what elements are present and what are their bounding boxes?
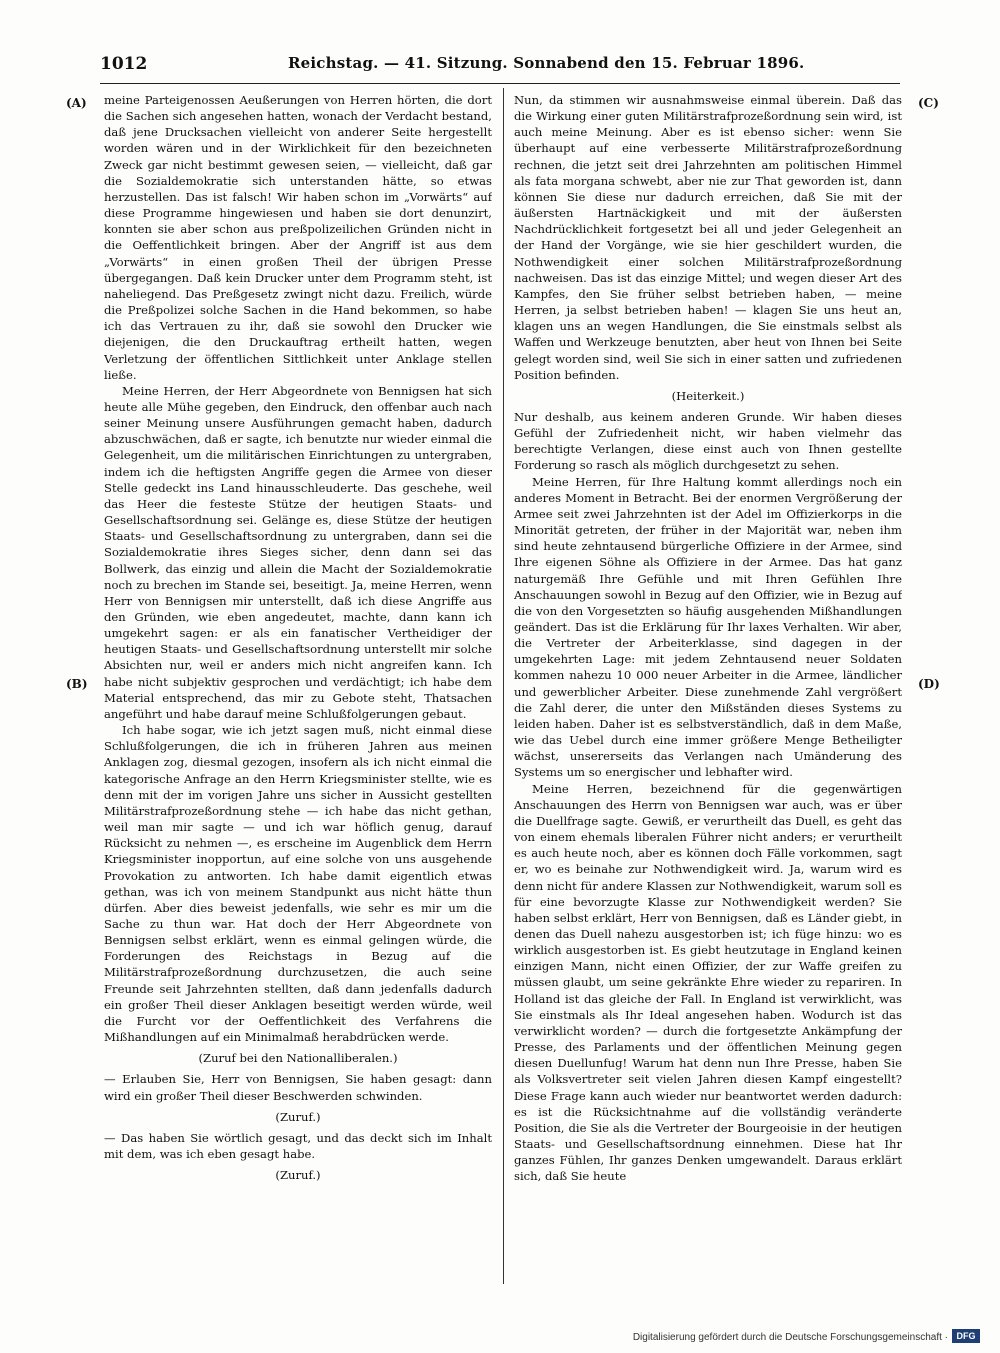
interjection: (Zuruf.) bbox=[275, 1109, 321, 1124]
running-title: Reichstag. — 41. Sitzung. Sonnabend den 15. Februar 1896. bbox=[288, 54, 805, 72]
right-column bbox=[514, 92, 902, 1282]
dfg-logo: DFG bbox=[952, 1329, 980, 1343]
paragraph: Nur deshalb, aus keinem anderen Grunde. Wir haben dieses Gefühl der Zufriedenheit nicht, wir haben vielmehr das berechtigte Verlangen, diese einst auch von Ihnen gestellte Forderung so rasch als möglich durchgesetzt zu sehen. bbox=[514, 409, 902, 473]
paragraph: Meine Herren, der Herr Abgeordnete von Bennigsen hat sich heute alle Mühe gegeben, den Eindruck, den offenbar auch nach seiner Meinung unsere Ausführungen gemacht haben, dadurch abzuschwächen, daß er sagte, ich benutzte nur wieder einmal die Gelegenheit, um die militärischen Einrichtungen zu untergraben, indem ich die heftigsten Angriffe gegen die Armee von dieser Stelle gedeckt ins Land hinausschleuderte. Das geschehe, weil das Heer die festeste Stütze der heutigen Staats- und Gesellschaftsordnung sei. Gelänge es, diese Stütze der heutigen Staats- und Gesellschaftsordnung zu untergraben, dann sei die Sozialdemokratie ihres Sieges sicher, denn dann sei das Bollwerk, das einzig und allein die Macht der Sozialdemokratie noch zu brechen im Stande sei, beseitigt. Ja, meine Herren, wenn Herr von Bennigsen mir unterstellt, daß ich diese Angriffe aus den Gründen, wie eben angedeutet, machte, dann kann ich umgekehrt sagen: er als ein fanatischer Vertheidiger der heutigen Staats- und Gesellschaftsordnung unterstellt mir solche Absichten nur, weil er anders mich nicht angreifen kann. Ich habe nicht subjektiv gesprochen und verdächtigt; ich habe dem Material entsprechend, das mir zu Gebote steht, Thatsachen angeführt und habe darauf meine Schlußfolgerungen gebaut. bbox=[104, 383, 492, 721]
paragraph: meine Parteigenossen Aeußerungen von Herren hörten, die dort die Sachen sich angesehen hatten, wonach der Verdacht bestand, daß jene Drucksachen vielleicht von anderer Seite hergestellt worden wären und in der Wirklichkeit für den bezeichneten Zweck gar nicht bestimmt gewesen seien, — vielleicht, daß gar die Sozialdemokratie sich unterstanden hätte, so etwas herzustellen. Das ist falsch! Wir haben schon im „Vorwärts“ auf diese Programme hingewiesen und haben sie dort denunzirt, konnten sie aber schon aus preßpolizeilichen Gründen nicht in die Oeffentlichkeit bringen. Aber der Angriff ist aus dem „Vorwärts“ in einen großen Theil der übrigen Presse übergegangen. Daß kein Drucker unter dem Programm steht, ist naheliegend. Das Preßgesetz zwingt nicht dazu. Freilich, würde die Preßpolizei solche Sachen in die Hand bekommen, so habe ich das Vertrauen zu ihr, daß sie sowohl den Drucker wie diejenigen, die den Druckauftrag ertheilt hatten, wegen Verletzung der öffentlichen Sittlichkeit unter Anklage stellen ließe. bbox=[104, 93, 492, 382]
left-column bbox=[104, 92, 492, 1282]
footer bbox=[560, 1328, 980, 1348]
interjection: (Zuruf bei den Nationalliberalen.) bbox=[198, 1051, 398, 1066]
page-header bbox=[100, 48, 900, 88]
paragraph: — Das haben Sie wörtlich gesagt, und das deckt sich im Inhalt mit dem, was ich eben gesagt habe. bbox=[104, 1130, 492, 1161]
paragraph: Ich habe sogar, wie ich jetzt sagen muß, nicht einmal diese Schlußfolgerungen, die ich in früheren Jahren aus meinen Anklagen zog, diesmal gezogen, insofern als ich nicht einmal die kategorische Anfrage an den Herrn Kriegsminister stellte, wie es denn mit der im vorigen Jahre uns sicher in Aussicht gestellten Militärstrafprozeßordnung stehe — ich habe das nicht gethan, weil man mir sagte — und ich war höflich genug, darauf Rücksicht zu nehmen —, es erscheine im Augenblick dem Herrn Kriegsminister inopportun, auf eine solche von uns ausgehende Provokation zu antworten. Ich habe damit eigentlich etwas gethan, was ich von meinem Standpunkt aus nicht hätte thun dürfen. Aber dies beweist jedenfalls, wie sehr es mir um die Sache zu thun war. Hat doch der Herr Abgeordnete von Bennigsen selbst erklärt, wenn es einmal gelingen würde, die Forderungen des Reichstags in Bezug auf die Militärstrafprozeßordnung durchzusetzen, die auch seine Freunde seit Jahrzehnten stellten, daß dann jedenfalls dadurch ein großer Theil dieser Anklagen beseitigt werden würde, weil die Furcht vor der Oeffentlichkeit des Verfahrens die Mißhandlungen auf ein Minimalmaß herabdrücken werde. bbox=[104, 723, 492, 1045]
paragraph: — Erlauben Sie, Herr von Bennigsen, Sie haben gesagt: dann wird ein großer Theil dieser Beschwerden schwinden. bbox=[104, 1072, 492, 1103]
header-rule bbox=[100, 83, 900, 84]
paragraph: Nun, da stimmen wir ausnahmsweise einmal überein. Daß das die Wirkung einer guten Militärstrafprozeßordnung sein wird, ist auch meine Meinung. Aber es ist ebenso sicher: wenn Sie überhaupt auf eine verbesserte Militärstrafprozeßordnung rechnen, die jetzt seit drei Jahrzehnten am politischen Himmel als fata morgana schwebt, aber nie zur That geworden ist, dann können Sie diese nur dadurch erreichen, daß Sie mit der äußersten Hartnäckigkeit und mit der äußersten Nachdrücklichkeit fortgesetzt bei all und jeder Gelegenheit an der Hand der Vorgänge, wie sie hier geschildert wurden, die Nothwendigkeit einer solchen Militärstrafprozeßordnung nachweisen. Das ist das einzige Mittel; und wegen dieser Art des Kampfes, den Sie früher selbst betrieben haben, — meine Herren, ja selbst betrieben haben! — klagen Sie uns heut an, klagen uns an wegen Handlungen, die Sie einstmals selbst als Waffen und Werkzeuge benutzten, aber heut von Ihnen bei Seite gelegt worden sind, weil Sie sich in einer satten und zufriedenen Position befinden. bbox=[514, 93, 902, 382]
margin-marker-d: (D) bbox=[918, 677, 940, 691]
margin-marker-c: (C) bbox=[918, 96, 939, 110]
margin-marker-a: (A) bbox=[66, 96, 87, 110]
paragraph: Meine Herren, für Ihre Haltung kommt allerdings noch ein anderes Moment in Betracht. Bei der enormen Vergrößerung der Armee seit zwei Jahrzehnten ist der Adel im Offizierkorps in die Minorität getreten, der früher in der Majorität war, neben ihm sind heute zehntausend bürgerliche Offiziere in der Armee, sind Ihre eigenen Söhne als Offiziere in der Armee. Das hat ganz naturgemäß Ihre Gefühle und mit Ihren Gefühlen Ihre Anschauungen sowohl in Bezug auf den Offizier, wie in Bezug auf die von den Vorgesetzten so häufig ausgehenden Mißhandlungen geändert. Das ist die Erklärung für Ihr laxes Verhalten. Wir aber, die Vertreter der Arbeiterklasse, sind dagegen in der umgekehrten Lage: mit jedem Zehntausend neuer Soldaten kommen nahezu 10 000 neuer Arbeiter in die Armee, ländlicher und gewerblicher Arbeiter. Diese zunehmende Zahl vergrößert die Zahl derer, die unter den Mißständen dieses Systems zu leiden haben. Daher ist es selbstverständlich, daß in dem Maße, wie das Uebel durch eine immer größere Menge Betheiligter wächst, unsererseits das Verlangen nach Umänderung des Systems um so energischer und lebhafter wird. bbox=[514, 474, 902, 780]
paragraph: Meine Herren, bezeichnend für die gegenwärtigen Anschauungen des Herrn von Bennigsen war auch, was er über die Duellfrage sagte. Gewiß, er verurtheilt das Duell, es geht das von einem ehemals liberalen Führer nicht anders; er verurtheilt es auch heute noch, aber es können doch Fälle vorkommen, sagt er, wo es beinahe zur Nothwendigkeit wird. Ja, warum wird es denn nicht für andere Klassen zur Nothwendigkeit, warum soll es für eine bevorzugte Klasse zur Nothwendigkeit werden? Sie haben selbst erklärt, Herr von Bennigsen, daß es Länder giebt, in denen das Duell nahezu ausgestorben ist; ich füge hinzu: wo es wirklich ausgestorben ist. Es giebt heutzutage in England keinen einzigen Mann, nicht einen Offizier, der zur Waffe greifen zu müssen glaubt, um seine gekränkte Ehre wieder zu repariren. In Holland ist das gleiche der Fall. In England ist verwirklicht, was Sie einstmals als Ihr Ideal angesehen haben. Wodurch ist das verwirklicht worden? — durch die fortgesetzte Ankämpfung der Presse, des Parlaments und der öffentlichen Meinung gegen diesen Duellunfug! Warum hat denn nun Ihre Presse, haben Sie als Volksvertreter seit vielen Jahren diesen Kampf eingestellt? Diese Frage kann auch wieder nur beantwortet werden dadurch: es ist die Rücksichtnahme auf die vollständig veränderte Position, die Sie als die Vertreter der Bourgeoisie in der heutigen Staats- und Gesellschaftsordnung einnehmen. Diese hat Ihr ganzes Fühlen, Ihr ganzes Denken umgewandelt. Daraus erklärt sich, daß Sie heute bbox=[514, 781, 902, 1184]
column-divider bbox=[503, 88, 504, 1284]
footer-credit: Digitalisierung gefördert durch die Deutsche Forschungsgemeinschaft · bbox=[632, 1332, 948, 1343]
interjection: (Zuruf.) bbox=[275, 1168, 321, 1183]
page-number: 1012 bbox=[100, 54, 148, 74]
margin-marker-b: (B) bbox=[66, 677, 88, 691]
interjection: (Heiterkeit.) bbox=[671, 388, 745, 403]
